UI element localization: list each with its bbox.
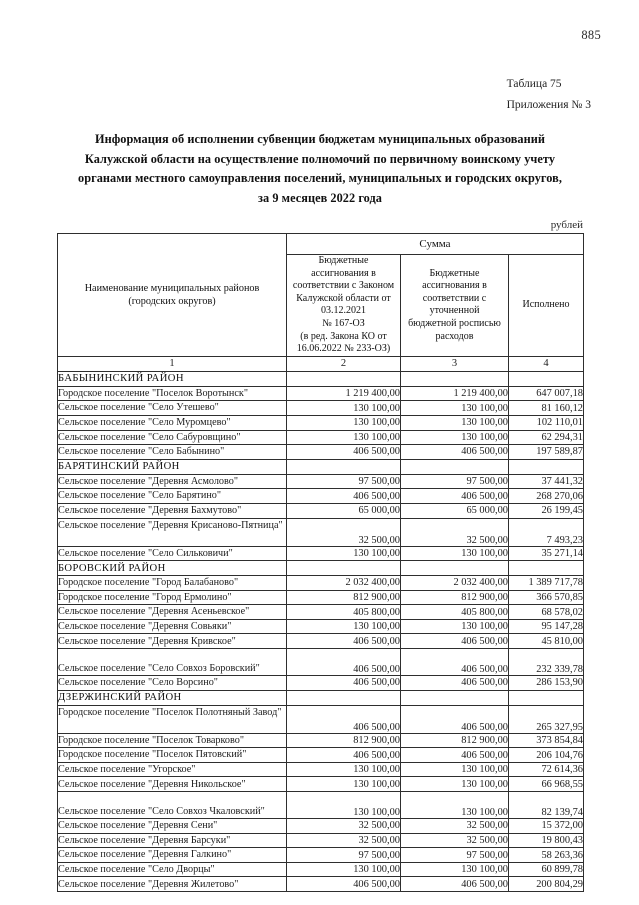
title-line-3: органами местного самоуправления поселений, муниципальных и городских округов, bbox=[78, 171, 562, 185]
executed-amount: 35 271,14 bbox=[509, 546, 584, 561]
table-row bbox=[58, 489, 584, 504]
column-number-4: 4 bbox=[509, 356, 584, 371]
allocation-law: 97 500,00 bbox=[287, 474, 401, 489]
settlement-name: Сельское поселение "Село Совхоз Боровский" bbox=[58, 649, 287, 676]
table-row bbox=[58, 777, 584, 792]
header-col3-line-6: расходов bbox=[435, 330, 474, 342]
allocation-revised: 1 219 400,00 bbox=[401, 386, 509, 401]
district-header-row bbox=[58, 561, 584, 576]
table-row bbox=[58, 705, 584, 733]
table-row bbox=[58, 619, 584, 634]
table-head-row-group bbox=[58, 234, 584, 255]
settlement-name: Сельское поселение "Деревня Жилетово" bbox=[58, 877, 287, 892]
settlement-name: Сельское поселение "Деревня Асмолово" bbox=[58, 474, 287, 489]
allocation-revised: 406 500,00 bbox=[401, 649, 509, 676]
table-row bbox=[58, 733, 584, 748]
header-col2-line-3: соответствии с Законом bbox=[292, 280, 395, 292]
allocation-revised: 406 500,00 bbox=[401, 445, 509, 460]
header-col2-line-4: Калужской области от bbox=[296, 292, 391, 304]
executed-amount: 58 263,36 bbox=[509, 848, 584, 863]
allocation-law: 812 900,00 bbox=[287, 590, 401, 605]
table-row bbox=[58, 676, 584, 691]
settlement-name: Сельское поселение "Село Дворцы" bbox=[58, 862, 287, 877]
district-header-row bbox=[58, 371, 584, 386]
district-empty-cell bbox=[287, 561, 401, 576]
executed-amount: 197 589,87 bbox=[509, 445, 584, 460]
executed-amount: 19 800,43 bbox=[509, 833, 584, 848]
executed-amount: 26 199,45 bbox=[509, 503, 584, 518]
column-number-2: 2 bbox=[287, 356, 401, 371]
table-row bbox=[58, 546, 584, 561]
header-col3-line-2: ассигнования в bbox=[422, 280, 487, 292]
header-col2-line-8: 16.06.2022 № 233-ОЗ) bbox=[296, 343, 391, 355]
executed-amount: 102 110,01 bbox=[509, 415, 584, 430]
table-reference: Таблица 75 bbox=[506, 78, 562, 90]
table-row bbox=[58, 503, 584, 518]
header-col3-line-5: бюджетной росписью bbox=[408, 317, 501, 329]
executed-amount: 66 968,55 bbox=[509, 777, 584, 792]
executed-amount: 7 493,23 bbox=[509, 518, 584, 546]
units-label: рублей bbox=[550, 219, 583, 231]
executed-amount: 286 153,90 bbox=[509, 676, 584, 691]
table-row bbox=[58, 415, 584, 430]
allocation-revised: 812 900,00 bbox=[401, 590, 509, 605]
settlement-name: Городское поселение "Поселок Воротынск" bbox=[58, 386, 287, 401]
district-empty-cell bbox=[287, 371, 401, 386]
table-row bbox=[58, 833, 584, 848]
executed-amount: 37 441,32 bbox=[509, 474, 584, 489]
executed-amount: 265 327,95 bbox=[509, 705, 584, 733]
executed-amount: 82 139,74 bbox=[509, 792, 584, 819]
settlement-name: Сельское поселение "Деревня Бахмутово" bbox=[58, 503, 287, 518]
column-number-row bbox=[58, 356, 584, 371]
settlement-name: Сельское поселение "Деревня Сени" bbox=[58, 819, 287, 834]
header-col3-line-1: Бюджетные bbox=[429, 267, 480, 279]
settlement-name: Сельское поселение "Деревня Никольское" bbox=[58, 777, 287, 792]
allocation-revised: 97 500,00 bbox=[401, 474, 509, 489]
allocation-revised: 97 500,00 bbox=[401, 848, 509, 863]
title-line-2: Калужской области на осуществление полномочий по первичному воинскому учету bbox=[84, 151, 556, 166]
allocation-revised: 65 000,00 bbox=[401, 503, 509, 518]
settlement-name: Сельское поселение "Деревня Асеньевское" bbox=[58, 605, 287, 620]
allocation-law: 812 900,00 bbox=[287, 733, 401, 748]
executed-amount: 647 007,18 bbox=[509, 386, 584, 401]
allocation-law: 406 500,00 bbox=[287, 748, 401, 763]
executed-amount: 45 810,00 bbox=[509, 634, 584, 649]
table-row bbox=[58, 576, 584, 591]
allocation-revised: 130 100,00 bbox=[401, 777, 509, 792]
allocation-law: 130 100,00 bbox=[287, 415, 401, 430]
settlement-name: Сельское поселение "Угорское" bbox=[58, 762, 287, 777]
executed-amount: 232 339,78 bbox=[509, 649, 584, 676]
allocation-law: 406 500,00 bbox=[287, 676, 401, 691]
appendix-reference: Приложения № 3 bbox=[506, 99, 591, 111]
header-col2-line-6: № 167-ОЗ bbox=[322, 317, 365, 329]
allocation-law: 130 100,00 bbox=[287, 546, 401, 561]
table-row bbox=[58, 430, 584, 445]
table-row bbox=[58, 848, 584, 863]
allocation-law: 130 100,00 bbox=[287, 430, 401, 445]
allocation-law: 1 219 400,00 bbox=[287, 386, 401, 401]
document-title bbox=[55, 130, 585, 208]
district-name: ДЗЕРЖИНСКИЙ РАЙОН bbox=[58, 690, 287, 705]
allocation-law: 65 000,00 bbox=[287, 503, 401, 518]
settlement-name: Городское поселение "Поселок Полотняный Завод" bbox=[58, 705, 287, 733]
allocation-law: 406 500,00 bbox=[287, 445, 401, 460]
header-name-line-2: (городских округов) bbox=[128, 295, 216, 307]
district-empty-cell bbox=[401, 561, 509, 576]
allocation-law: 130 100,00 bbox=[287, 619, 401, 634]
allocation-revised: 406 500,00 bbox=[401, 705, 509, 733]
table-row bbox=[58, 386, 584, 401]
header-col3-line-3: соответствии с bbox=[422, 292, 487, 304]
header-cell-name bbox=[58, 234, 287, 357]
allocation-revised: 130 100,00 bbox=[401, 619, 509, 634]
settlement-name: Городское поселение "Город Ермолино" bbox=[58, 590, 287, 605]
table-row bbox=[58, 762, 584, 777]
district-empty-cell bbox=[509, 561, 584, 576]
header-col2-line-2: ассигнования в bbox=[311, 267, 376, 279]
header-col2-line-1: Бюджетные bbox=[318, 255, 369, 266]
allocation-law: 406 500,00 bbox=[287, 634, 401, 649]
allocation-revised: 406 500,00 bbox=[401, 634, 509, 649]
executed-amount: 268 270,06 bbox=[509, 489, 584, 504]
budget-table bbox=[57, 233, 584, 892]
allocation-law: 406 500,00 bbox=[287, 489, 401, 504]
header-cell-col4: Исполнено bbox=[509, 255, 584, 357]
settlement-name: Сельское поселение "Деревня Барсуки" bbox=[58, 833, 287, 848]
table-row bbox=[58, 401, 584, 416]
executed-amount: 206 104,76 bbox=[509, 748, 584, 763]
settlement-name: Сельское поселение "Деревня Галкино" bbox=[58, 848, 287, 863]
settlement-name: Сельское поселение "Село Бабынино" bbox=[58, 445, 287, 460]
district-empty-cell bbox=[401, 690, 509, 705]
allocation-revised: 130 100,00 bbox=[401, 546, 509, 561]
table-row bbox=[58, 518, 584, 546]
allocation-revised: 130 100,00 bbox=[401, 792, 509, 819]
executed-amount: 366 570,85 bbox=[509, 590, 584, 605]
settlement-name: Сельское поселение "Деревня Совьяки" bbox=[58, 619, 287, 634]
header-cell-col2 bbox=[287, 255, 401, 357]
allocation-revised: 406 500,00 bbox=[401, 676, 509, 691]
title-line-1: Информация об исполнении субвенции бюджетам муниципальных образований bbox=[94, 132, 546, 146]
column-number-1: 1 bbox=[58, 356, 287, 371]
allocation-law: 97 500,00 bbox=[287, 848, 401, 863]
allocation-law: 32 500,00 bbox=[287, 518, 401, 546]
executed-amount: 81 160,12 bbox=[509, 401, 584, 416]
settlement-name: Сельское поселение "Село Муромцево" bbox=[58, 415, 287, 430]
table-row bbox=[58, 590, 584, 605]
allocation-law: 130 100,00 bbox=[287, 401, 401, 416]
allocation-revised: 32 500,00 bbox=[401, 833, 509, 848]
settlement-name: Сельское поселение "Село Сабуровщино" bbox=[58, 430, 287, 445]
header-col2-line-5: 03.12.2021 bbox=[321, 305, 366, 317]
district-empty-cell bbox=[509, 690, 584, 705]
district-name: БАРЯТИНСКИЙ РАЙОН bbox=[58, 459, 287, 474]
executed-amount: 62 294,31 bbox=[509, 430, 584, 445]
settlement-name: Сельское поселение "Деревня Крисаново-Пятница" bbox=[58, 518, 287, 546]
settlement-name: Городское поселение "Поселок Пятовский" bbox=[58, 748, 287, 763]
allocation-law: 406 500,00 bbox=[287, 877, 401, 892]
page-number: 885 bbox=[581, 28, 601, 42]
allocation-revised: 406 500,00 bbox=[401, 877, 509, 892]
allocation-revised: 130 100,00 bbox=[401, 415, 509, 430]
district-header-row bbox=[58, 690, 584, 705]
allocation-revised: 130 100,00 bbox=[401, 762, 509, 777]
table-row bbox=[58, 474, 584, 489]
allocation-law: 405 800,00 bbox=[287, 605, 401, 620]
budget-table-container bbox=[57, 233, 583, 892]
allocation-law: 32 500,00 bbox=[287, 833, 401, 848]
allocation-revised: 812 900,00 bbox=[401, 733, 509, 748]
district-name: БАБЫНИНСКИЙ РАЙОН bbox=[58, 371, 287, 386]
table-row bbox=[58, 862, 584, 877]
executed-amount: 200 804,29 bbox=[509, 877, 584, 892]
header-col3-line-4: уточненной bbox=[429, 305, 480, 317]
settlement-name: Сельское поселение "Деревня Кривское" bbox=[58, 634, 287, 649]
allocation-revised: 130 100,00 bbox=[401, 862, 509, 877]
settlement-name: Сельское поселение "Село Барятино" bbox=[58, 489, 287, 504]
column-number-3: 3 bbox=[401, 356, 509, 371]
allocation-revised: 406 500,00 bbox=[401, 748, 509, 763]
district-empty-cell bbox=[401, 459, 509, 474]
settlement-name: Сельское поселение "Село Ворсино" bbox=[58, 676, 287, 691]
allocation-law: 406 500,00 bbox=[287, 649, 401, 676]
district-empty-cell bbox=[287, 459, 401, 474]
district-empty-cell bbox=[401, 371, 509, 386]
table-row bbox=[58, 605, 584, 620]
executed-amount: 60 899,78 bbox=[509, 862, 584, 877]
table-row bbox=[58, 877, 584, 892]
allocation-law: 32 500,00 bbox=[287, 819, 401, 834]
settlement-name: Городское поселение "Город Балабаново" bbox=[58, 576, 287, 591]
header-cell-sum: Сумма bbox=[287, 234, 584, 255]
document-references bbox=[507, 74, 591, 116]
header-col2-line-7: (в ред. Закона КО от bbox=[300, 330, 387, 342]
executed-amount: 373 854,84 bbox=[509, 733, 584, 748]
table-row bbox=[58, 792, 584, 819]
header-cell-col3 bbox=[401, 255, 509, 357]
header-name-line-1: Наименование муниципальных районов bbox=[84, 282, 260, 294]
allocation-revised: 130 100,00 bbox=[401, 401, 509, 416]
district-empty-cell bbox=[509, 459, 584, 474]
allocation-revised: 32 500,00 bbox=[401, 518, 509, 546]
allocation-law: 130 100,00 bbox=[287, 777, 401, 792]
executed-amount: 1 389 717,78 bbox=[509, 576, 584, 591]
settlement-name: Городское поселение "Поселок Товарково" bbox=[58, 733, 287, 748]
settlement-name: Сельское поселение "Село Совхоз Чкаловский" bbox=[58, 792, 287, 819]
table-row bbox=[58, 748, 584, 763]
allocation-revised: 405 800,00 bbox=[401, 605, 509, 620]
executed-amount: 72 614,36 bbox=[509, 762, 584, 777]
district-empty-cell bbox=[509, 371, 584, 386]
allocation-revised: 2 032 400,00 bbox=[401, 576, 509, 591]
district-name: БОРОВСКИЙ РАЙОН bbox=[58, 561, 287, 576]
table-row bbox=[58, 445, 584, 460]
table-row bbox=[58, 819, 584, 834]
title-line-4: за 9 месяцев 2022 года bbox=[258, 190, 382, 205]
district-header-row bbox=[58, 459, 584, 474]
settlement-name: Сельское поселение "Село Сильковичи" bbox=[58, 546, 287, 561]
settlement-name: Сельское поселение "Село Утешево" bbox=[58, 401, 287, 416]
table-head bbox=[58, 234, 584, 372]
allocation-revised: 32 500,00 bbox=[401, 819, 509, 834]
district-empty-cell bbox=[287, 690, 401, 705]
allocation-law: 130 100,00 bbox=[287, 862, 401, 877]
executed-amount: 95 147,28 bbox=[509, 619, 584, 634]
allocation-law: 406 500,00 bbox=[287, 705, 401, 733]
allocation-revised: 130 100,00 bbox=[401, 430, 509, 445]
table-row bbox=[58, 634, 584, 649]
table-body bbox=[58, 371, 584, 891]
table-row bbox=[58, 649, 584, 676]
executed-amount: 15 372,00 bbox=[509, 819, 584, 834]
allocation-law: 130 100,00 bbox=[287, 762, 401, 777]
allocation-revised: 406 500,00 bbox=[401, 489, 509, 504]
executed-amount: 68 578,02 bbox=[509, 605, 584, 620]
allocation-law: 2 032 400,00 bbox=[287, 576, 401, 591]
allocation-law: 130 100,00 bbox=[287, 792, 401, 819]
